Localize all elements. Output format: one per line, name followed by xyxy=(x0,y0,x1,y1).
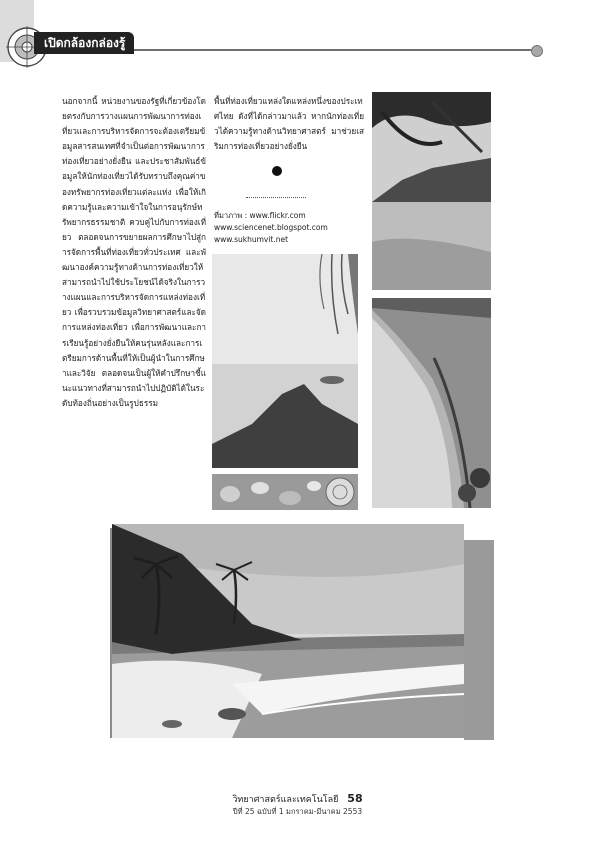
page-number: 58 xyxy=(347,792,363,805)
decorative-band-right xyxy=(464,540,494,740)
photo-palm-beach xyxy=(112,524,464,738)
photo-island-mountain xyxy=(212,254,358,468)
article-left-column: นอกจากนี้ หน่วยงานของรัฐที่เกี่ยวข้องโดยตรงกับการวางแผนการพัฒนาการท่องเที่ยวและการบริหารจัดการจะต้องเตรียมข้อมูลสารสนเทศที่จำเป็นต่อการพัฒนาการท่องเที่ยวอย่างยั่งยืน และประชาสัมพันธ์ข้อมูลให้นักท่องเที่ยวได้รับทราบถึงคุณค่าของทรัพยากรท่องเที่ยวแต่ละแห่ง เพื่อให้เกิดความรู้และความเข้าใจในการอนุรักษ์ทรัพยากรธรรมชาติ ควบคู่ไปกับการท่องเที่ยว ตลอดจนการขยายผลการศึกษาไปสู่การจัดการพื้นที่ท่องเที่ยวทั่วประเทศ และพัฒนาองค์ความรู้ทางด้านการท่องเที่ยวให้สามารถนำไปใช้ประโยชน์ได้จริงในการวางแผนและการบริหารจัดการแหล่งท่องเที่ยว เพื่อรวบรวมข้อมูลวิทยาศาสตร์และจัดการแหล่งท่องเที่ยว เพื่อการพัฒนาและการเรียนรู้อย่างยั่งยืนให้คนรุ่นหลังและการเตรียมการด้านพื้นที่ให้เป็นผู้นำในการศึกษาและวิจัย ตลอดจนเป็นผู้ให้คำปรึกษาชี้แนะแนวทางที่สามารถนำไปปฏิบัติได้ในระดับท้องถิ่นอย่างเป็นรูปธรรม xyxy=(62,96,206,408)
magazine-title: วิทยาศาสตร์และเทคโนโลยี xyxy=(232,795,339,805)
photo-tree-over-sea xyxy=(372,92,491,290)
header-end-dot xyxy=(531,45,543,57)
photo-seashells xyxy=(212,474,358,510)
article-right-column: พื้นที่ท่องเที่ยวแหล่งใดแหล่งหนึ่งของประเทศไทย ดังที่ได้กล่าวมาแล้ว หากนักท่องเที่ยวได้ความรู้ทางด้านวิทยาศาสตร์ มาช่วยเสริมการท่องเที่ยวอย่างยั่งยืน xyxy=(214,96,364,152)
photo-coastline-aerial xyxy=(372,298,491,508)
header-rule xyxy=(98,49,538,51)
image-source-credits: ที่มาภาพ : www.flickr.com www.sciencenet.blogspot.com www.sukhumvit.net xyxy=(214,211,328,244)
dotted-divider xyxy=(246,197,306,198)
footer-magazine-title xyxy=(0,792,595,806)
bullet-icon xyxy=(272,166,282,176)
section-tab: เปิดกล้องกล่องรู้ xyxy=(34,32,134,54)
footer-issue-line: ปีที่ 25 ฉบับที่ 1 มกราคม-มีนาคม 2553 xyxy=(232,807,363,816)
